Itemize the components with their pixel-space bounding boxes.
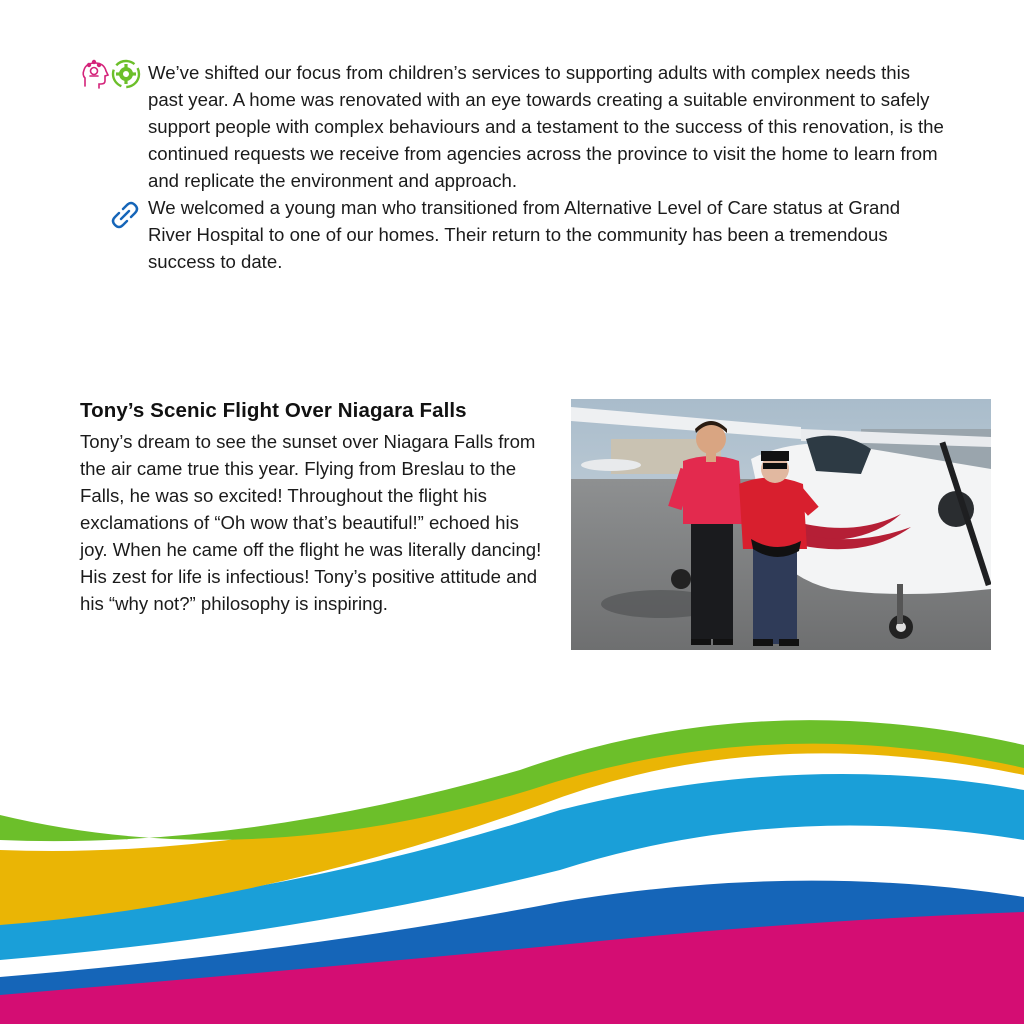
story-body: Tony’s dream to see the sunset over Niagara Falls from the air came true this year. Flying from Breslau to the Falls, he was so excited! Throughout the flight his exclamations of “Oh wow that’s beautiful!” echoed his joy. When he came off the flight he was literally dancing! His zest for life is infectious! Tony’s positive attitude and his “why not?” philosophy is inspiring. [80, 431, 542, 614]
bullet-2-icons [110, 198, 140, 232]
airplane-photo [571, 399, 991, 650]
decorative-waves [0, 690, 1024, 1024]
bullet-text: We welcomed a young man who transitioned from Alternative Level of Care status at Grand River Hospital to one of our homes. Their return to the community has been a tremendous success to date. [148, 197, 901, 272]
bullet-text: We’ve shifted our focus from children’s services to supporting adults with complex needs this past year. A home was renovated with an eye towards creating a suitable environment to safely support people with complex behaviours and a testament to the success of this renovation, is the continued requests we receive from agencies across the province to visit the home to learn from and replicate the environment and approach. [148, 62, 944, 191]
bullet-1-icons [80, 58, 144, 90]
chain-link-icon [113, 203, 137, 227]
brain-head-icon [83, 61, 108, 88]
story-title: Tony’s Scenic Flight Over Niagara Falls [80, 399, 467, 422]
cycle-gear-icon [113, 61, 139, 87]
